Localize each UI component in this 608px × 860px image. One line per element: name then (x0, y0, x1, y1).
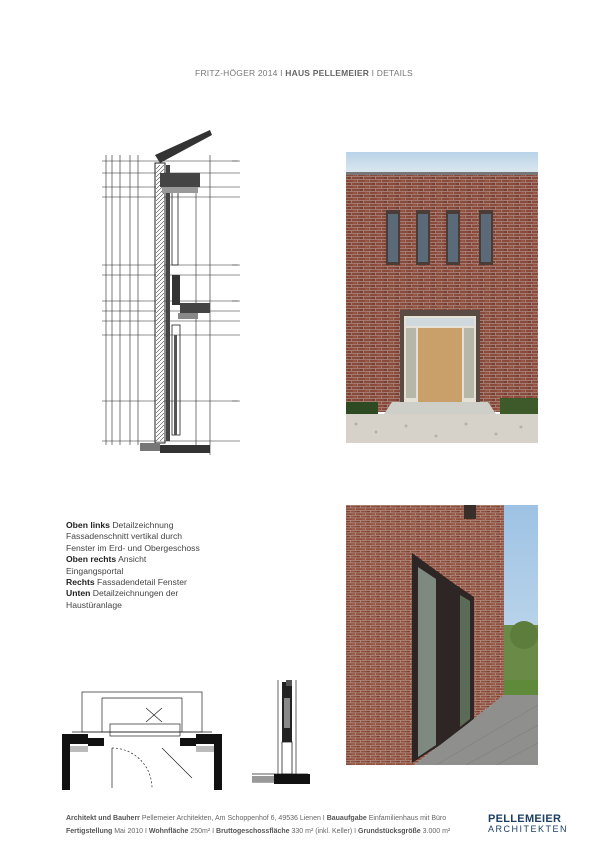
caption-text: Eingangsportal (66, 565, 124, 576)
footer-label: Bruttogeschossfläche (216, 827, 290, 835)
caption-text: Haustüranlage (66, 599, 122, 610)
caption-text: Detailzeichnung (109, 520, 174, 530)
footer-value: 330 m² (inkl. Keller) I (289, 827, 359, 835)
logo-line-1: PELLEMEIER (488, 813, 562, 825)
caption-bold: Oben links (66, 520, 110, 530)
caption-line (66, 588, 266, 599)
footer-label: Wohnfläche (148, 827, 189, 835)
caption-text: Fassadenschnitt vertikal durch (66, 531, 183, 542)
footer-value: 3.000 m² (420, 827, 451, 835)
caption-line (66, 566, 266, 577)
caption-text: Fassadendetail Fenster (94, 577, 187, 588)
caption-line (66, 543, 266, 554)
footer-label: Architekt und Bauherr (66, 815, 140, 822)
facade-window-photo (346, 505, 538, 765)
footer-label: Bauaufgabe (326, 815, 367, 822)
caption-bold: Unten (66, 588, 91, 599)
door-plan-drawing (62, 688, 222, 790)
architect-logo (488, 813, 578, 834)
caption-text: Detailzeichnungen der (90, 588, 179, 599)
header-prefix: FRITZ-HÖGER 2014 I (195, 68, 286, 78)
caption-line (66, 554, 266, 565)
caption-bold: Oben rechts (66, 554, 117, 565)
caption-bold: Rechts (66, 577, 95, 588)
header-suffix: I DETAILS (369, 68, 413, 78)
caption-text: Fenster im Erd- und Obergeschoss (66, 542, 200, 553)
footer-line-2 (66, 826, 486, 839)
caption-line (66, 577, 266, 588)
project-info-footer (66, 813, 486, 838)
footer-line-1 (66, 813, 486, 826)
footer-value: Mai 2010 I (112, 827, 149, 835)
caption-line (66, 600, 266, 611)
caption-line (66, 520, 266, 531)
entrance-portal-photo (346, 152, 538, 443)
header-project: HAUS PELLEMEIER (285, 68, 370, 78)
footer-value: Pellemeier Architekten, Am Schoppenhof 6, 49536 Lienen I (139, 815, 327, 822)
footer-label: Grundstücksgröße (358, 827, 421, 835)
page-header (0, 68, 608, 78)
footer-value: Einfamilienhaus mit Büro (366, 815, 447, 822)
caption-line (66, 531, 266, 542)
logo-line-2: ARCHITEKTEN (488, 824, 569, 834)
door-section-drawing (248, 678, 310, 788)
facade-section-drawing (100, 125, 245, 470)
footer-label: Fertigstellung (66, 827, 113, 835)
caption-text: Ansicht (116, 554, 147, 565)
caption-block (66, 520, 266, 611)
footer-value: 250m² I (188, 827, 217, 835)
